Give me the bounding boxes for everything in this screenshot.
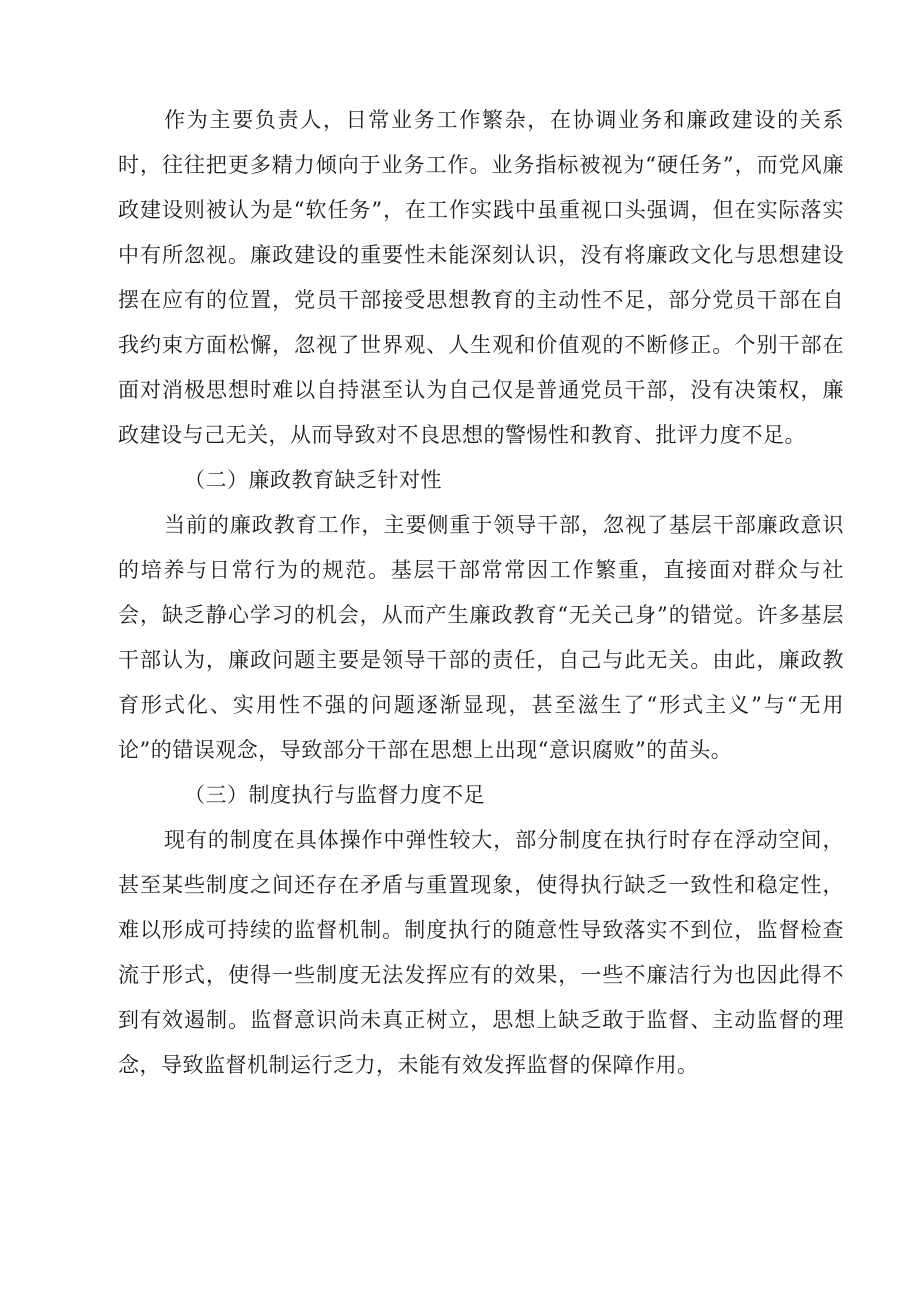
body-paragraph-1: 作为主要负责人，日常业务工作繁杂，在协调业务和廉政建设的关系时，往往把更多精力倾向于业务工作。业务指标被视为“硬任务”，而党风廉政建设则被认为是“软任务”，在工作实践中虽重视口头强调，但在实际落实中有所忽视。廉政建设的重要性未能深刻认识，没有将廉政文化与思想建设摆在应有的位置，党员干部接受思想教育的主动性不足，部分党员干部在自我约束方面松懈，忽视了世界观、人生观和价值观的不断修正。个别干部在面对消极思想时难以自持湛至认为自己仅是普通党员干部，没有决策权，廉政建设与己无关，从而导致对不良思想的警惕性和教育、批评力度不足。 bbox=[118, 108, 844, 447]
body-paragraph-2: 当前的廉政教育工作，主要侧重于领导干部，忽视了基层干部廉政意识的培养与日常行为的规范。基层干部常常因工作繁重，直接面对群众与社会，缺乏静心学习的机会，从而产生廉政教育“无关己身”的错觉。许多基层干部认为，廉政问题主要是领导干部的责任，自己与此无关。由此，廉政教育形式化、实用性不强的问题逐渐显现，甚至滋生了“形式主义”与“无用论”的错误观念，导致部分干部在思想上出现“意识腐败”的苗头。 bbox=[118, 513, 844, 762]
document-body bbox=[118, 98, 844, 1088]
section-heading-3: （三）制度执行与监督力度不足 bbox=[184, 783, 485, 807]
body-paragraph-3: 现有的制度在具体操作中弹性较大，部分制度在执行时存在浮动空间，甚至某些制度之间还存在矛盾与重置现象，使得执行缺乏一致性和稳定性，难以形成可持续的监督机制。制度执行的随意性导致落实不到位，监督检查流于形式，使得一些制度无法发挥应有的效果，一些不廉洁行为也因此得不到有效遏制。监督意识尚未真正树立，思想上缺乏敢于监督、主动监督的理念，导致监督机制运行乏力，未能有效发挥监督的保障作用。 bbox=[118, 828, 844, 1077]
section-heading-2: （二）廉政教育缺乏针对性 bbox=[184, 468, 442, 492]
